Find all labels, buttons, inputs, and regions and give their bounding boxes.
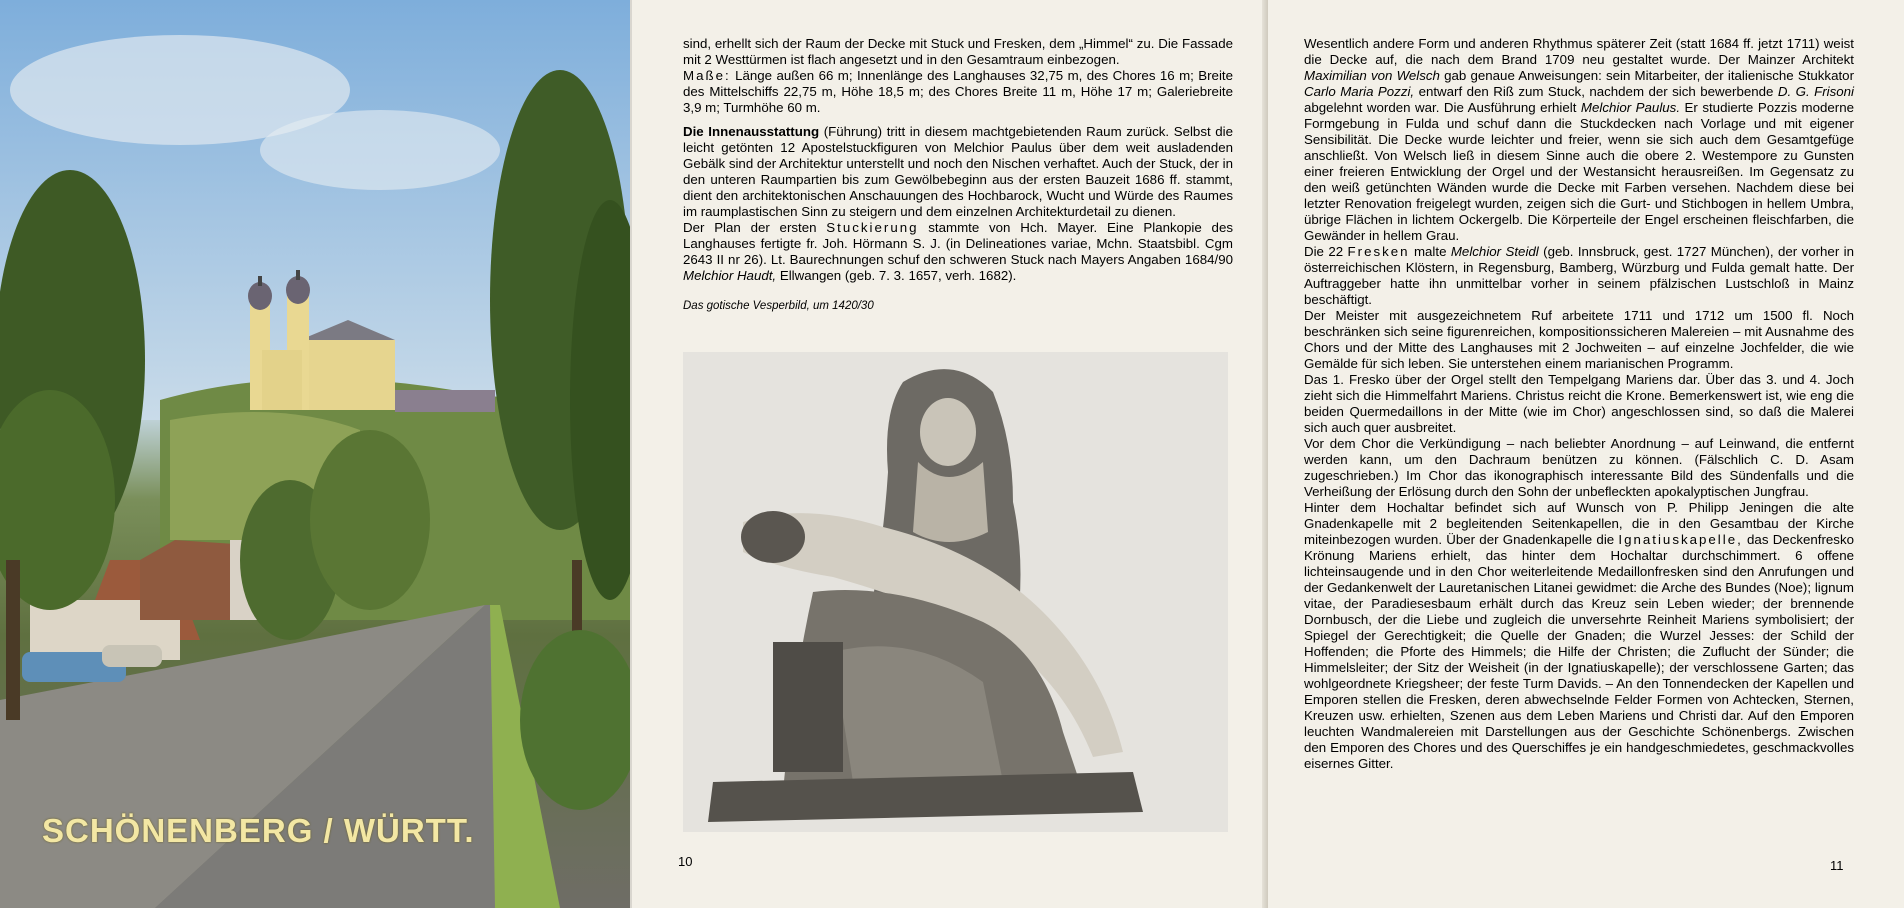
interior-text: (Führung) tritt in diesem machtgebietenden Raum zurück. Selbst die leicht getönten 12 Apostelstuckfiguren von Melchior Paulus über dem weit ausladenden Gebälk sind der Architektur unterstellt und noch den Nischen verhaftet. Auch der Stuck, der in den unteren Raumpartien bis zum Gewölbebeginn aus der ersten Bauzeit 1686 ff. stammt, dient den architektonischen Anschauungen des Hochbarock, Wucht und Würde des Raumes im raumplastischen Sinn zu steigern und dem einzelnen Architekturdetail zu dienen.	[683, 124, 1234, 219]
dimensions-text: Länge außen 66 m; Innenlänge des Langhauses 32,75 m, des Chores 16 m; Breite des Mittelschiffs 22,75 m, Höhe 18,5 m; des Chores Breite 11 m, Höhe 17 m; Galeriebreite 3,9 m; Turmhöhe 60 m.	[683, 68, 1233, 115]
page-10-text	[683, 36, 1233, 314]
cover-title: SCHÖNENBERG / WÜRTT.	[42, 812, 475, 849]
paragraph-annunciation: Vor dem Chor die Verkündigung – nach beliebter Anordnung – auf Leinwand, die entfernt werden kann, um den Dachraum benützen zu können. (Fälschlich C. D. Asam zugeschrieben.) Im Chor das ikonographisch interessante Bild des Sündenfalls und die Verheißung der Erlösung durch den Sohn der unbefleckten apokalyptischen Jungfrau.	[1304, 436, 1854, 499]
page-11-text	[1304, 36, 1854, 772]
ceiling-text-e: Er studierte Pozzis moderne Formgebung in Fulda und schuf dann die Stuckdecken nach Vorlage und mit eigener Sensibilität. Die Decke wurde leichter und freier, wenn sie sich auch dem Gesamtgefüge anschließt. Von Welsch ließ in diesem Sinne auch die obere 2. Westempore zu Gunsten einer freieren Entwicklung der Orgel und der Westansicht herausreißen. Im Gegensatz zu den weiß getünchten Wänden wurde die Decke mit Farben versehen. Nachdem diese bei letzter Renovation freigelegt wurden, zeigen sich die Gurt- und Stichbogen in hellem Umbra, übrige Flächen in lichtem Ockergelb. Die Körperteile der Engel erscheinen fleischfarben, die Gewänder in hellem Grau.	[1304, 100, 1854, 243]
plan-text-start: Der Plan der ersten	[683, 220, 827, 235]
pieta-sculpture-illustration	[683, 352, 1228, 832]
artist-name-haudt: Melchior Haudt,	[683, 268, 777, 283]
frescoes-text-b: malte	[1409, 244, 1451, 259]
paragraph-interior	[683, 124, 1233, 220]
plan-text-middle: stammte von Hch. Mayer. Eine Plankopie des Langhauses fertigte fr. Joh. Hörmann S. J. (in Delineationes variae, Mchn. Staatsbibl. Cgm 2643 II nr 26). Lt. Baurechnungen schuf den schweren Stuck nach Mayers Angaben 1684/90	[683, 220, 1233, 267]
page-number-right: 11	[1830, 858, 1844, 873]
cover-landscape-illustration	[0, 0, 630, 908]
photo-caption: Das gotische Vesperbild, um 1420/30	[683, 300, 874, 312]
paragraph-ceiling	[1304, 36, 1854, 244]
frescoes-word: Fresken	[1347, 244, 1410, 259]
ceiling-text-d: abgelehnt worden war. Die Ausführung erhielt	[1304, 100, 1581, 115]
stucco-word: Stuckierung	[826, 220, 919, 235]
ceiling-text-a: Wesentlich andere Form und anderen Rhythmus späterer Zeit (statt 1684 ff. jetzt 1711) weist die Decke auf, die nach dem Brand 1709 neu gestaltet wurde. Der Mainzer Architekt	[1304, 36, 1854, 67]
ceiling-text-c: entwarf den Riß zum Stuck, nachdem der sich bewerbende	[1414, 84, 1778, 99]
page-number-left: 10	[678, 854, 693, 869]
paragraph-dimensions	[683, 68, 1233, 116]
painter-name-steidl: Melchior Steidl	[1450, 244, 1539, 259]
ceiling-text-b: gab genaue Anweisungen: sein Mitarbeiter, der italienische Stukkator	[1439, 68, 1854, 83]
cover-photo	[0, 0, 630, 908]
paragraph-master: Der Meister mit ausgezeichnetem Ruf arbeitete 1711 und 1712 um 1500 fl. Noch beschränken sich seine figurenreichen, kompositionssicheren Malereien – mit Ausnahme des Chors und der Mitte des Langhauses mit 2 Jochweiten – auf einzelne Jochfelder, die wie Gemälde für sich leben. Sie unterstehen einem marianischen Programm.	[1304, 308, 1854, 371]
pieta-photo	[683, 352, 1228, 832]
paragraph-frescoes	[1304, 244, 1854, 308]
paragraph-stucco-plan	[683, 220, 1233, 284]
stucco-artist-pozzi: Carlo Maria Pozzi,	[1304, 84, 1415, 99]
dimensions-label: Maße:	[683, 68, 731, 83]
name-frisoni: D. G. Frisoni	[1777, 84, 1854, 99]
paragraph-first-fresco: Das 1. Fresko über der Orgel stellt den Tempelgang Mariens dar. Über das 3. und 4. Joch zieht sich die Himmelfahrt Mariens. Christus reicht die Krone. Bemerkenswert ist, wie eng die beiden Quermedaillons in der Mitte (wie im Chor) angeschlossen sind, so daß die Malerei sich auch quer ausbreitet.	[1304, 372, 1854, 435]
chapels-text-b: das Deckenfresko Krönung Mariens erhielt, das hinter dem Hochaltar durchschimmert. 6 offene lichteinsaugende und in den Chor weiterleitende Medaillonfresken sind den Anrufungen und der Gedankenwelt der Lauretanischen Litanei gewidmet: die Arche des Bundes (Noe); lignum vitae, der Paradiesesbaum erhält durch das Kreuz sein Leben wieder; der brennende Dornbusch, der die Liebe und zugleich die unversehrte Reinheit Mariens symbolisiert; der Spiegel der Gerechtigkeit; die Quelle der Gnaden; die Wurzel Jesses: der Schild der Hoffenden; die Pforte des Himmels; die Hilfe der Christen; die Zuflucht der Sünder; die Himmelsleiter; der Sitz der Weisheit (in der Ignatiuskapelle); der verschlossene Garten; das wohlgeordnete Kriegsheer; der feste Turm Davids. – An den Tonnendecken der Kapellen und Emporen stellen die Fresken, deren abwechselnde Felder Formen von Achtecken, Sternen, Kreuzen usw. erhielten, Szenen aus dem Leben Mariens und Christi dar. Auf den Emporen leuchten Wandmalereien mit Darstellungen aus der Geschichte Schönenbergs. Zwischen den Emporen des Chores und des Querschiffes je ein handgeschmiedetes, geschmackvolles eisernes Gitter.	[1304, 532, 1855, 771]
frescoes-text-c: (geb. Innsbruck, gest. 1727 München), der vorher in österreichischen Klöstern, in Regensburg, Bamberg, Würzburg und Fulda gemalt hatte. Der Auftraggeber hatte ihn unmittelbar vorher in seinem pfälzischen Lustschloß in Mainz beschäftigt.	[1304, 244, 1854, 307]
ignatius-chapel-word: Ignatiuskapelle,	[1618, 532, 1743, 547]
paragraph-chapels	[1304, 500, 1854, 772]
plan-text-end: Ellwangen (geb. 7. 3. 1657, verh. 1682).	[776, 268, 1017, 283]
paragraph-facade: sind, erhellt sich der Raum der Decke mit Stuck und Fresken, dem „Himmel“ zu. Die Fassade mit 2 Westtürmen ist flach angesetzt und in den Gesamtraum einbezogen.	[683, 36, 1233, 67]
frescoes-text-a: Die 22	[1304, 244, 1348, 259]
architect-name-welsch: Maximilian von Welsch	[1304, 68, 1440, 83]
name-paulus: Melchior Paulus.	[1580, 100, 1681, 115]
chapels-text-a: Hinter dem Hochaltar befindet sich auf Wunsch von P. Philipp Jeningen die alte Gnadenkapelle mit 2 begleitenden Seitenkapellen, die in den Gesamtbau der Kirche miteinbezogen wurden. Über der Gnadenkapelle die	[1304, 500, 1854, 547]
interior-heading: Die Innenausstattung	[683, 124, 820, 139]
